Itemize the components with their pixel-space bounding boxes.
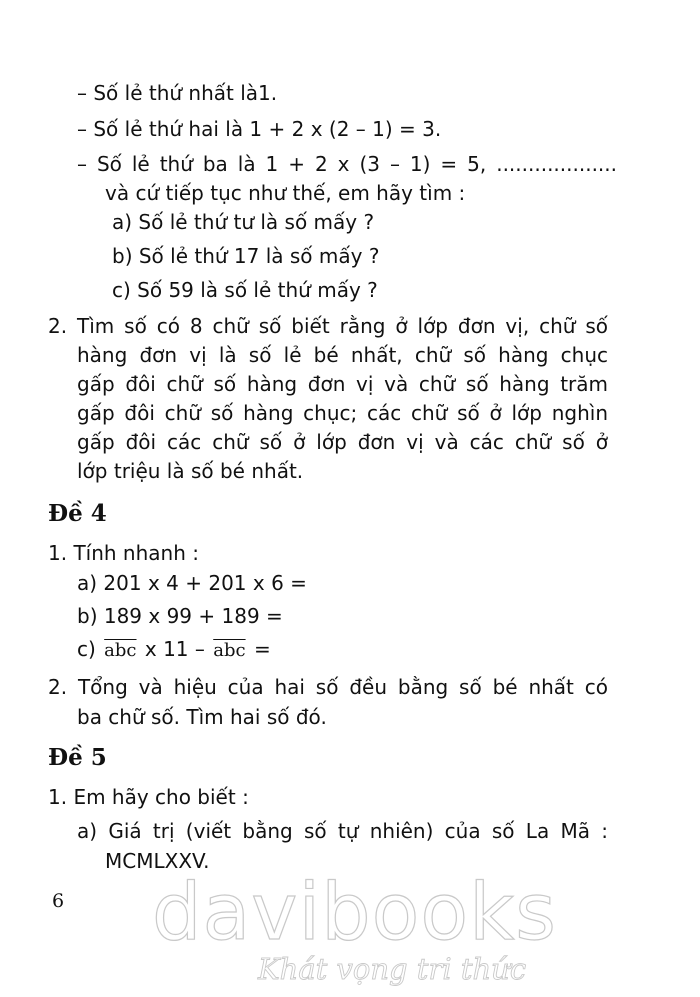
calc-c: [77, 636, 271, 664]
heading-de-4: Đề 4: [48, 500, 107, 527]
calc-c-end: =: [253, 637, 271, 661]
calc-c-mid: x 11 –: [144, 637, 205, 661]
problem-2-line-4: gấp đôi chữ số hàng chục; các chữ số ở lớp nghìn: [77, 401, 608, 425]
problem-2-line-2: hàng đơn vị là số lẻ bé nhất, chữ số hàng chục: [77, 343, 608, 367]
problem-2-line-3: gấp đôi chữ số hàng đơn vị và chữ số hàng trăm: [77, 372, 608, 396]
problem-2-line-6: lớp triệu là số bé nhất.: [77, 459, 304, 483]
line-odd-second: – Số lẻ thứ hai là 1 + 2 x (2 – 1) = 3.: [77, 117, 442, 141]
page-number: 6: [52, 890, 65, 912]
calc-b: b) 189 x 99 + 189 =: [77, 604, 283, 628]
watermark-slogan: Khát vọng tri thức: [258, 952, 527, 986]
line-odd-first: – Số lẻ thứ nhất là1.: [77, 81, 278, 105]
overline-abc-2: $\overline{abc}$: [213, 640, 246, 661]
question-1b: b) Số lẻ thứ 17 là số mấy ?: [112, 244, 380, 268]
line-odd-third: – Số lẻ thứ ba là 1 + 2 x (3 – 1) = 5, ...................: [77, 152, 617, 176]
problem-2b-line-2: ba chữ số. Tìm hai số đó.: [77, 705, 327, 729]
question-1a: a) Số lẻ thứ tư là số mấy ?: [112, 210, 375, 234]
watermark-brand: davibooks: [152, 868, 557, 958]
calc-a: a) 201 x 4 + 201 x 6 =: [77, 571, 307, 595]
line-continue: và cứ tiếp tục như thế, em hãy tìm :: [105, 181, 466, 205]
question-5a: a) Giá trị (viết bằng số tự nhiên) của số La Mã :: [77, 819, 608, 843]
roman-numeral: MCMLXXV.: [105, 849, 210, 873]
question-1c: c) Số 59 là số lẻ thứ mấy ?: [112, 278, 378, 302]
problem-1-title: 1. Tính nhanh :: [48, 541, 199, 565]
overline-abc: $\overline{abc}$: [104, 640, 137, 661]
problem-2-line-5: gấp đôi các chữ số ở lớp đơn vị và các chữ số ở: [77, 430, 608, 454]
problem-5-1-title: 1. Em hãy cho biết :: [48, 785, 249, 809]
problem-2b-line-1: 2. Tổng và hiệu của hai số đều bằng số bé nhất có: [48, 675, 608, 699]
calc-c-label: c): [77, 637, 96, 661]
problem-2-line-1: 2. Tìm số có 8 chữ số biết rằng ở lớp đơn vị, chữ số: [48, 314, 608, 338]
heading-de-5: Đề 5: [48, 744, 107, 771]
